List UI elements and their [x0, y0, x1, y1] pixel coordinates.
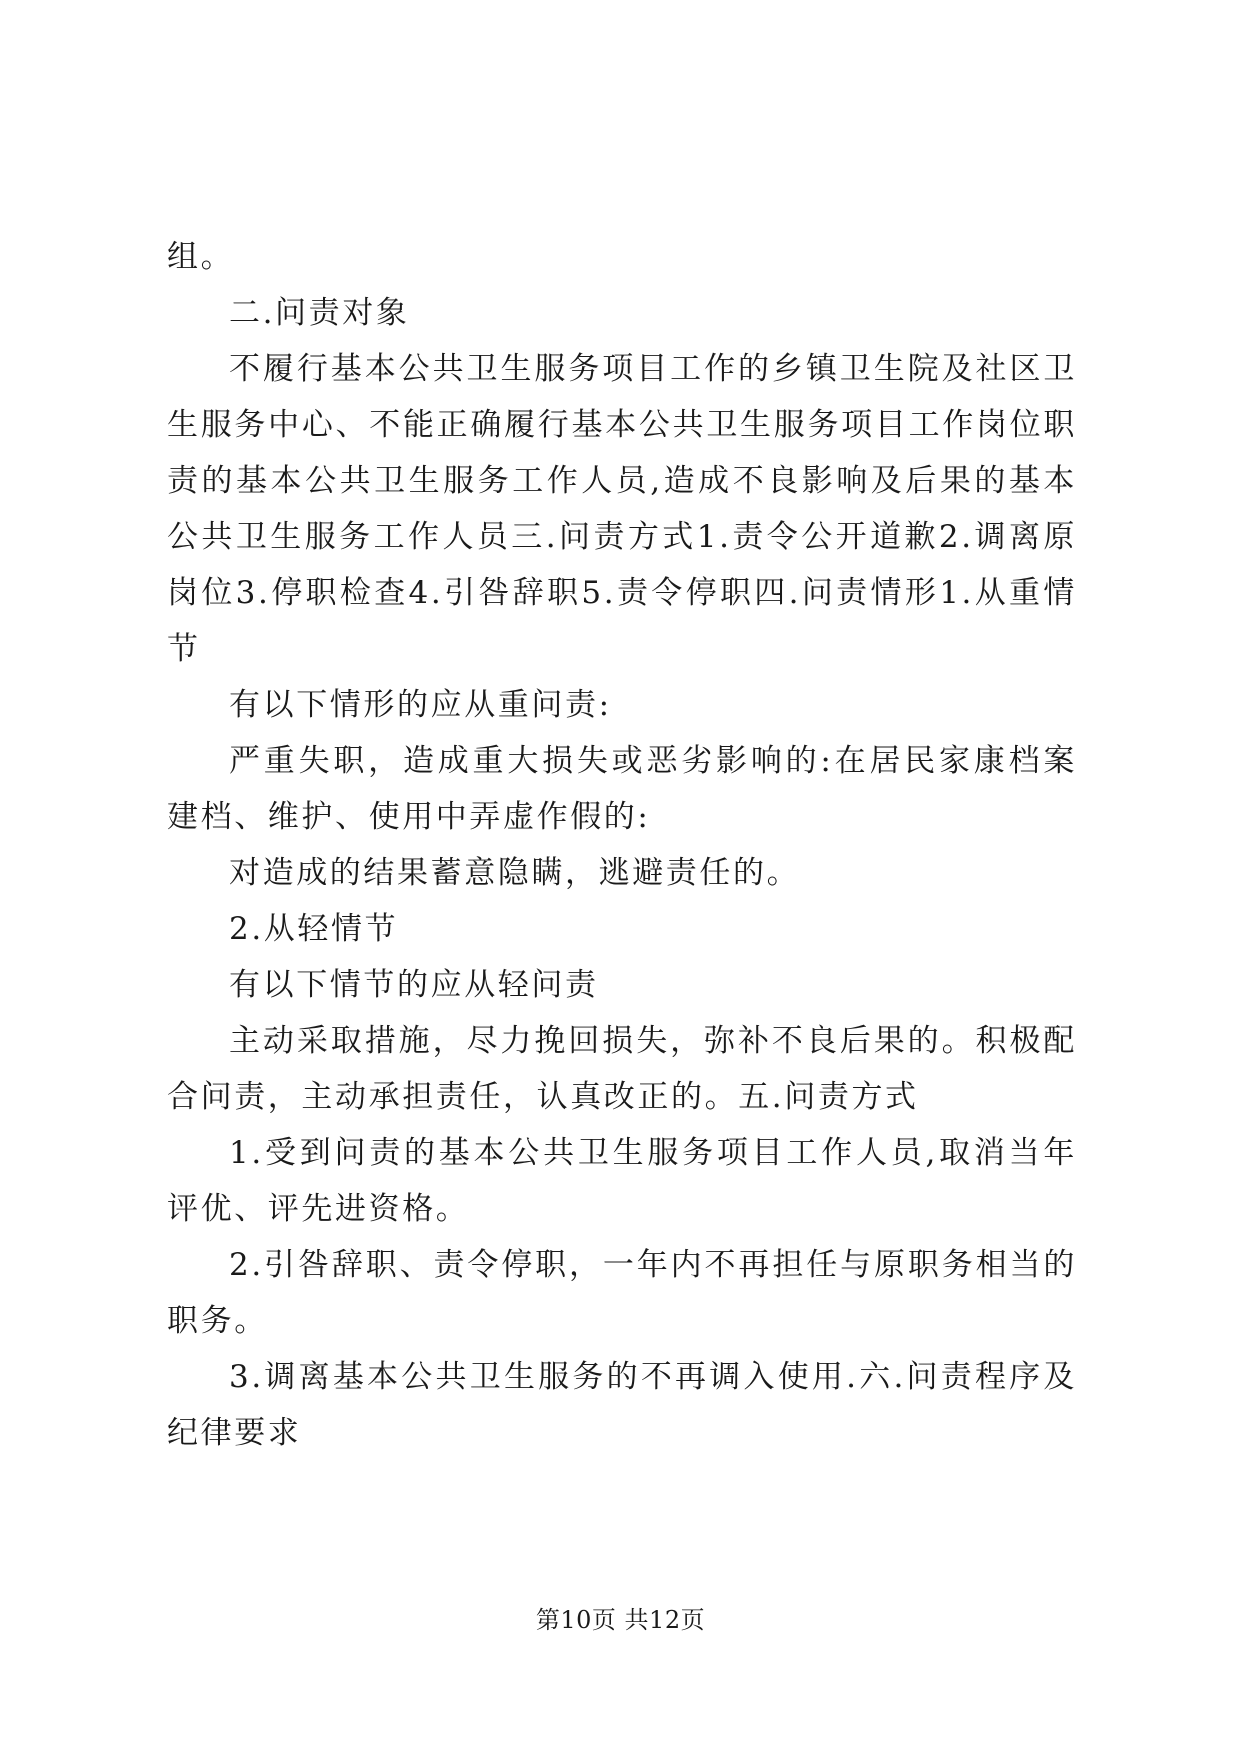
- paragraph-method-1: 1.受到问责的基本公共卫生服务项目工作人员,取消当年评优、评先进资格。: [167, 1135, 1077, 1227]
- paragraph-heavy-intro: 有以下情形的应从重问责:: [229, 687, 612, 723]
- paragraph-continuation: 组。: [167, 239, 235, 275]
- section-heading-accountability-targets: 二.问责对象: [229, 295, 410, 331]
- paragraph-lenient-conditions: 主动采取措施，尽力挽回损失，弥补不良后果的。积极配合问责，主动承担责任，认真改正的。五.问责方式: [167, 1023, 1077, 1115]
- paragraph-method-3: 3.调离基本公共卫生服务的不再调入使用.六.问责程序及纪律要求: [167, 1359, 1077, 1451]
- paragraph-serious-negligence: 严重失职，造成重大损失或恶劣影响的:在居民家康档案建档、维护、使用中弄虚作假的:: [167, 743, 1077, 835]
- paragraph-method-2: 2.引咎辞职、责令停职，一年内不再担任与原职务相当的职务。: [167, 1247, 1077, 1339]
- paragraph-targets-and-methods: 不履行基本公共卫生服务项目工作的乡镇卫生院及社区卫生服务中心、不能正确履行基本公共卫生服务项目工作岗位职责的基本公共卫生服务工作人员,造成不良影响及后果的基本公共卫生服务工作人员三.问责方式1.责令公开道歉2.调离原岗位3.停职检查4.引咎辞职5.责令停职四.问责情形1.从重情节: [167, 351, 1077, 667]
- paragraph-lenient-intro: 有以下情节的应从轻问责: [229, 967, 599, 1003]
- subheading-lenient-circumstances: 2.从轻情节: [229, 911, 399, 947]
- paragraph-concealment: 对造成的结果蓄意隐瞒，逃避责任的。: [229, 855, 801, 891]
- page-number-footer: 第10页 共12页: [535, 1606, 706, 1634]
- document-body: [167, 229, 1077, 1461]
